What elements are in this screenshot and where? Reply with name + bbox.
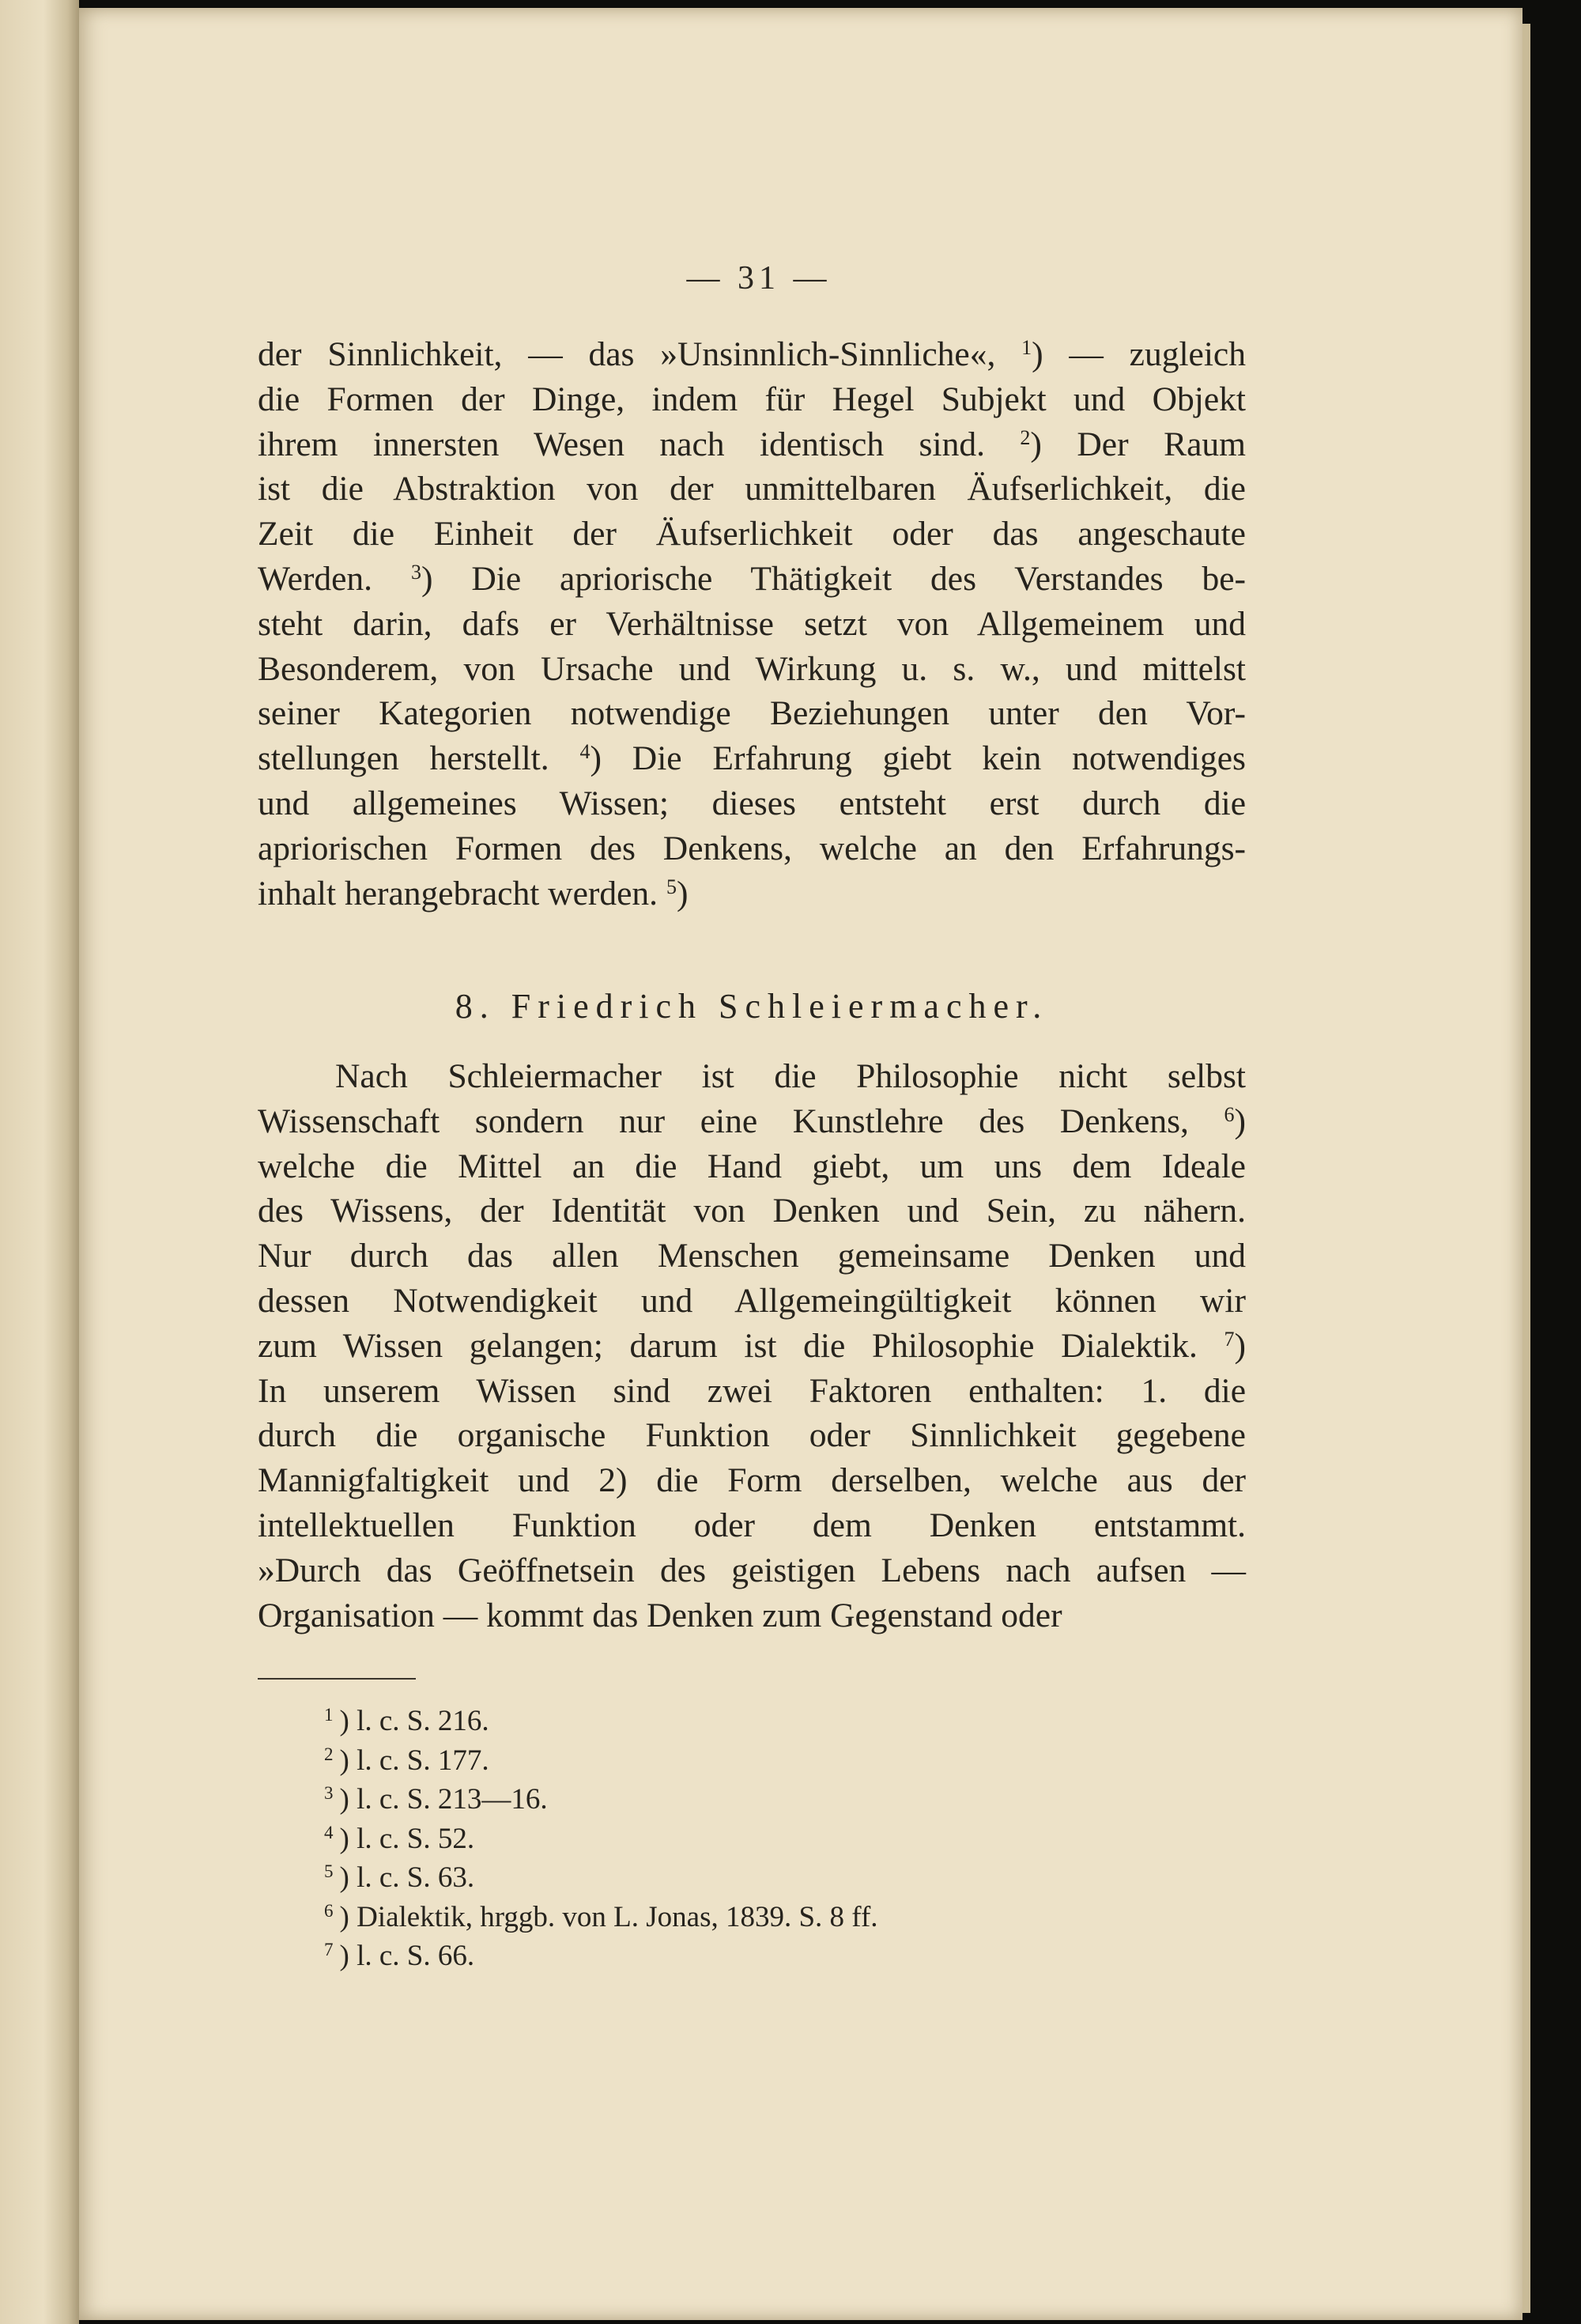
page-edge-shadow bbox=[1523, 24, 1530, 2313]
footnotes bbox=[324, 1702, 1194, 1976]
text-line: Organisation — kommt das Denken zum Gegenstand oder bbox=[258, 1596, 1062, 1634]
footnote-item: $^2$ ) l. c. S. 177. bbox=[324, 1744, 489, 1777]
footnote-marker: 2 bbox=[1020, 425, 1031, 449]
text-line: ihrem innersten Wesen nach identisch sind. $^2$) Der Raum bbox=[258, 425, 1246, 463]
text-line: ist die Abstraktion von der unmittelbaren Äufserlichkeit, die bbox=[258, 470, 1246, 508]
text-line: welche die Mittel an die Hand giebt, um uns dem Ideale bbox=[258, 1147, 1246, 1185]
footnote-item: $^3$ ) l. c. S. 213—16. bbox=[324, 1783, 548, 1816]
text-line: In unserem Wissen sind zwei Faktoren enthalten: 1. die bbox=[258, 1371, 1246, 1410]
text-line: Nach Schleiermacher ist die Philosophie nicht selbst bbox=[335, 1057, 1246, 1095]
text-line: inhalt herangebracht werden. $^5$) bbox=[258, 874, 689, 913]
text-line: die Formen der Dinge, indem für Hegel Subjekt und Objekt bbox=[258, 380, 1246, 418]
footnote-item: $^7$ ) l. c. S. 66. bbox=[324, 1940, 475, 1972]
paragraph-hegel-continued bbox=[258, 332, 1246, 916]
footnote-marker: 5 bbox=[666, 875, 677, 898]
page-number: — 31 — bbox=[686, 260, 832, 297]
text-line: Besonderem, von Ursache und Wirkung u. s. w., und mittelst bbox=[258, 649, 1246, 688]
footnote-item: $^6$ ) Dialektik, hrggb. von L. Jonas, 1839. S. 8 ff. bbox=[324, 1900, 878, 1933]
text-line: Werden. $^3$) Die apriorische Thätigkeit des Verstandes be- bbox=[258, 559, 1246, 598]
text-line: Zeit die Einheit der Äufserlichkeit oder das angeschaute bbox=[258, 515, 1246, 554]
footnote-item: $^1$ ) l. c. S. 216. bbox=[324, 1705, 489, 1737]
text-line: Mannigfaltigkeit und 2) die Form derselben, welche aus der bbox=[258, 1461, 1246, 1500]
paragraph-schleiermacher bbox=[258, 1054, 1246, 1638]
section-heading: 8. Friedrich Schleiermacher. bbox=[455, 987, 1049, 1026]
facing-page-edge bbox=[0, 0, 79, 2324]
text-line: Wissenschaft sondern nur eine Kunstlehre des Denkens, $^6$) bbox=[258, 1102, 1246, 1140]
text-line: apriorischen Formen des Denkens, welche an den Erfahrungs- bbox=[258, 829, 1246, 867]
footnote-marker: 4 bbox=[579, 740, 591, 764]
text-line: zum Wissen gelangen; darum ist die Philosophie Dialektik. $^7$) bbox=[258, 1326, 1246, 1365]
text-line: seiner Kategorien notwendige Beziehungen unter den Vor- bbox=[258, 694, 1246, 733]
footnote-item: $^5$ ) l. c. S. 63. bbox=[324, 1861, 475, 1894]
text-line: durch die organische Funktion oder Sinnlichkeit gegebene bbox=[258, 1416, 1246, 1455]
footnote-item: $^4$ ) l. c. S. 52. bbox=[324, 1822, 475, 1855]
text-line: dessen Notwendigkeit und Allgemeingültigkeit können wir bbox=[258, 1281, 1246, 1320]
footnote-marker: 6 bbox=[1224, 1102, 1235, 1126]
footnote-marker: 1 bbox=[1021, 336, 1032, 359]
text-line: und allgemeines Wissen; dieses entsteht erst durch die bbox=[258, 784, 1246, 822]
text-line: der Sinnlichkeit, — das »Unsinnlich-Sinnliche«, $^1$) — zugleich bbox=[258, 335, 1246, 373]
footnote-rule bbox=[258, 1678, 416, 1680]
text-line: stellungen herstellt. $^4$) Die Erfahrung giebt kein notwendiges bbox=[258, 739, 1246, 778]
text-line: des Wissens, der Identität von Denken und Sein, zu nähern. bbox=[258, 1192, 1246, 1230]
text-line: steht darin, dafs er Verhältnisse setzt von Allgemeinem und bbox=[258, 604, 1246, 643]
footnote-marker: 3 bbox=[410, 560, 421, 584]
footnote-marker: 7 bbox=[1224, 1327, 1235, 1351]
text-line: Nur durch das allen Menschen gemeinsame Denken und bbox=[258, 1237, 1246, 1275]
text-line: »Durch das Geöffnetsein des geistigen Lebens nach aufsen — bbox=[258, 1551, 1246, 1589]
text-line: intellektuellen Funktion oder dem Denken entstammt. bbox=[258, 1506, 1246, 1544]
